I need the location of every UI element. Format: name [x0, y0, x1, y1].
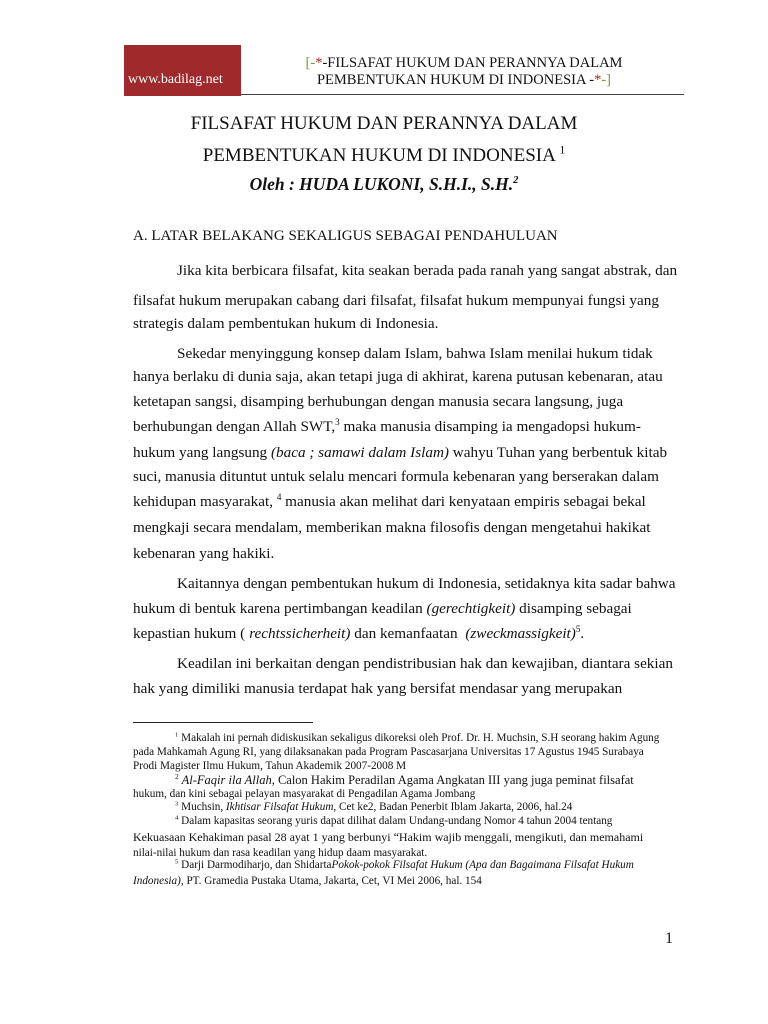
- text-run: hukum yang langsung: [133, 444, 271, 461]
- body-line: [133, 418, 674, 436]
- footnote-text: Cet ke2, Badan Penerbit Iblam Jakarta, 2006, hal.24: [336, 801, 573, 813]
- running-header-line1: -FILSAFAT HUKUM DAN PERANNYA DALAM: [322, 55, 623, 71]
- body-line: [133, 493, 674, 511]
- body-line: [133, 315, 674, 333]
- body-line: [133, 393, 674, 411]
- text: filsafat hukum merupakan cabang dari filsafat, filsafat hukum mempunyai fungsi yang: [133, 292, 659, 309]
- site-url: www.badilag.net: [128, 72, 223, 87]
- text-run: hukum di bentuk karena pertimbangan keadilan: [133, 600, 427, 617]
- doc-title-line1: FILSAFAT HUKUM DAN PERANNYA DALAM: [190, 113, 578, 134]
- footnote-text: pada Mahkamah Agung RI, yang dilaksanakan pada Program Pascasarjana Universitas 17 Agustus 1945 Surabaya: [133, 746, 644, 758]
- italic-term: rechtssicherheit): [249, 625, 351, 642]
- text: [133, 418, 641, 436]
- text-run: manusia akan melihat dari kenyataan empiris sebagai bekal: [281, 493, 646, 510]
- body-line: [177, 345, 674, 363]
- text: Keadilan ini berkaitan dengan pendistribusian hak dan kewajiban, diantara sekian: [177, 655, 673, 672]
- bracket-open: [-: [305, 55, 316, 71]
- footnote-text: PT. Gramedia Pustaka Utama, Jakarta, Cet, VI Mei 2006, hal. 154: [183, 875, 482, 887]
- body-line: [133, 545, 674, 563]
- star-left: *: [315, 55, 323, 71]
- running-header: [258, 55, 670, 89]
- body-line: [133, 625, 674, 643]
- text-run: wahyu Tuhan yang berbentuk kitab: [448, 444, 668, 461]
- text: [133, 444, 667, 462]
- text: strategis dalam pembentukan hukum di Indonesia.: [133, 315, 439, 332]
- footnote-text: Darji Darmodiharjo, dan Shidarta: [178, 859, 332, 871]
- section-heading: A. LATAR BELAKANG SEKALIGUS SEBAGAI PENDAHULUAN: [133, 228, 558, 244]
- italic-term: (baca ; samawi dalam Islam): [270, 444, 449, 461]
- text: kebenaran yang hakiki.: [133, 545, 275, 562]
- footnote-text: Calon Hakim Peradilan Agama Angkatan III yang juga peminat filsafat: [274, 773, 634, 787]
- text: mengkaji secara mendalam, memberikan makna filosofis dengan mengetahui hakikat: [133, 519, 651, 536]
- doc-title-text: PEMBENTUKAN HUKUM DI INDONESIA: [202, 145, 555, 166]
- text: [133, 493, 646, 511]
- bracket-close: -]: [601, 72, 612, 88]
- footnote-rule: [133, 722, 313, 723]
- footnote-italic: Al-Faqir ila Allah,: [178, 773, 275, 787]
- footnote-italic: Pokok-pokok Filsafat Hukum (Apa dan Bagaimana Filsafat Hukum: [331, 859, 634, 871]
- body-line: [133, 292, 674, 310]
- footnote-ref-3: 3: [335, 416, 340, 427]
- text: [133, 600, 632, 618]
- author-line: [0, 174, 768, 195]
- text-run: kepastian hukum (: [133, 625, 246, 642]
- body-line: [133, 468, 674, 486]
- text: suci, manusia dituntut untuk selalu mencari formula kebenaran yang berserakan dalam: [133, 468, 659, 485]
- text: hanya berlaku di dunia saja, akan tetapi juga di akhirat, karena putusan kebenaran, atau: [133, 368, 663, 385]
- footnote-ref-2: 2: [513, 175, 519, 187]
- body-line: [133, 519, 674, 537]
- body-line: [133, 680, 674, 698]
- footnote-2: [133, 773, 674, 801]
- footnote-number: 5: [175, 858, 179, 866]
- footnote-ref-5: 5: [575, 623, 581, 634]
- footnote-5: [133, 857, 674, 889]
- text-run: disamping sebagai: [515, 600, 632, 617]
- footnote-text: Dalam kapasitas seorang yuris dapat dilihat dalam Undang-undang Nomor 4 tahun 2004 tentang: [178, 815, 613, 827]
- text: [133, 625, 588, 643]
- header-rule: [241, 94, 684, 95]
- text-run: dan kemanfaatan: [350, 625, 462, 642]
- footnote-text: Prodi Magister Ilmu Hukum, Tahun Akademik 2007-2008 M: [133, 760, 407, 772]
- text: Sekedar menyinggung konsep dalam Islam, bahwa Islam menilai hukum tidak: [177, 345, 653, 362]
- text: ketetapan sangsi, disamping berhubungan dengan manusia secara langsung, juga: [133, 393, 624, 410]
- body-line: [133, 368, 674, 386]
- footnote-text: nilai-nilai hukum dan rasa keadilan yang hidup daam masyarakat.: [133, 847, 428, 859]
- text: hak yang dimiliki manusia terdapat hak yang bersifat mendasar yang merupakan: [133, 680, 623, 697]
- site-badge: [124, 45, 241, 96]
- footnote-text: Muchsin,: [178, 801, 226, 813]
- page-number: 1: [665, 930, 673, 947]
- body-line: [133, 444, 674, 462]
- body-line: [177, 575, 674, 593]
- star-right: *: [594, 72, 602, 88]
- footnote-1: [133, 731, 674, 773]
- footnote-number: 2: [175, 771, 179, 781]
- body-line: [177, 262, 678, 280]
- footnote-3: [133, 800, 674, 814]
- footnote-4: [133, 813, 674, 861]
- text-run: kehidupan masyarakat,: [133, 493, 277, 510]
- footnote-text: Makalah ini pernah didiskusikan sekaligus dikoreksi oleh Prof. Dr. H. Muchsin, S.H seorang hakim Agung: [178, 732, 660, 744]
- body-line: [177, 655, 674, 673]
- footnote-text: hukum, dan kini sebagai pelayan masyarakat di Pengadilan Agama Jombang: [133, 788, 476, 800]
- text-run: berhubungan dengan Allah SWT,: [133, 418, 336, 435]
- author-name: Oleh : HUDA LUKONI, S.H.I., S.H.: [249, 174, 514, 194]
- footnote-ref-1: 1: [559, 144, 566, 157]
- footnote-italic: Indonesia),: [133, 875, 184, 887]
- italic-term: (zweckmassigkeit): [465, 625, 576, 642]
- text-run: maka manusia disamping ia mengadopsi hukum-: [339, 418, 641, 435]
- footnote-number: 4: [175, 814, 179, 822]
- footnote-number: 1: [175, 731, 179, 739]
- running-header-line2: PEMBENTUKAN HUKUM DI INDONESIA -: [316, 72, 595, 88]
- italic-term: (gerechtigkeit): [426, 600, 516, 617]
- text: Jika kita berbicara filsafat, kita seakan berada pada ranah yang sangat abstrak, dan: [177, 262, 678, 279]
- footnote-number: 3: [175, 800, 179, 808]
- footnote-text: Kekuasaan Kehakiman pasal 28 ayat 1 yang berbunyi “Hakim wajib menggali, mengikuti, dan memahami: [133, 830, 644, 844]
- footnote-ref-4: 4: [276, 491, 282, 502]
- text: Kaitannya dengan pembentukan hukum di Indonesia, setidaknya kita sadar bahwa: [177, 575, 676, 592]
- footnote-italic: Ikhtisar Filsafat Hukum,: [225, 801, 337, 813]
- body-line: [133, 600, 674, 618]
- text-run: .: [580, 625, 585, 642]
- doc-title-line2: [0, 145, 768, 167]
